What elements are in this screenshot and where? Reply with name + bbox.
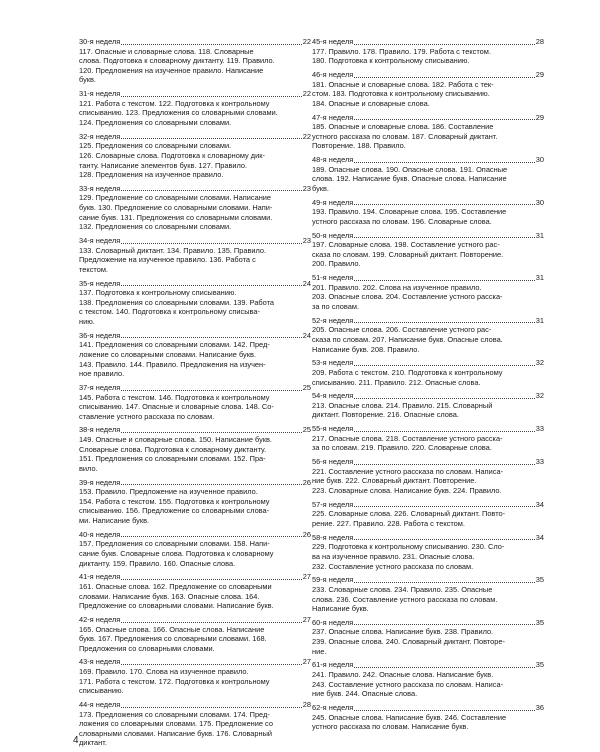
- week-title: 58-я неделя: [312, 532, 354, 542]
- week-heading: [312, 231, 544, 241]
- dot-leader: [121, 243, 302, 244]
- toc-entry: [312, 457, 544, 495]
- entry-text-line: 161. Опасные слова. 162. Предложение со словарными: [79, 581, 272, 591]
- week-heading: [79, 279, 311, 289]
- week-page-number: 22: [302, 37, 311, 46]
- toc-entry: [312, 358, 544, 387]
- week-heading: [312, 273, 544, 283]
- dot-leader: [354, 539, 535, 540]
- dot-leader: [354, 44, 535, 45]
- dot-leader: [121, 138, 302, 139]
- week-title: 60-я неделя: [312, 617, 354, 627]
- week-page-number: 31: [535, 230, 544, 240]
- entry-text-line: 184. Опасные и словарные слова.: [312, 98, 430, 108]
- week-heading: [79, 37, 311, 47]
- dot-leader: [121, 664, 302, 665]
- toc-entry: [79, 572, 311, 610]
- entry-text-line: 154. Работа с текстом. 155. Подготовка к контрольному: [79, 496, 270, 506]
- week-page-number: 22: [302, 131, 311, 141]
- week-page-number: 24: [302, 330, 311, 340]
- week-heading: [312, 660, 544, 670]
- entry-text-line: 157. Предложения со словарными словами. 158. Напи-: [79, 539, 270, 549]
- week-heading: [79, 132, 311, 142]
- week-page-number: 32: [535, 358, 544, 368]
- week-heading: [79, 383, 311, 393]
- week-title: 50-я неделя: [312, 230, 354, 240]
- entry-text-line: сание букв. Словарные слова. Подготовка к словарному: [79, 548, 274, 558]
- week-heading: [79, 530, 311, 540]
- entry-text-line: 241. Правило. 242. Опасные слова. Написание букв.: [312, 670, 494, 680]
- entry-text-line: за по словам. 219. Правило. 220. Словарные слова.: [312, 443, 492, 453]
- entry-text-line: ложение со словарными словами. Написание букв.: [79, 349, 256, 359]
- entry-text-line: 133. Словарный диктант. 134. Правило. 135. Правило.: [79, 245, 267, 255]
- entry-text-line: 169. Правило. 170. Слова на изученное правило.: [79, 667, 249, 677]
- week-heading: [312, 533, 544, 543]
- toc-entry: [79, 478, 311, 526]
- week-heading: [312, 316, 544, 326]
- week-page-number: 25: [302, 425, 311, 435]
- week-page-number: 23: [302, 183, 311, 193]
- entry-text-line: 141. Предложения со словарными словами. 142. Пред-: [79, 340, 270, 350]
- week-title: 31-я неделя: [79, 89, 121, 99]
- entry-text-line: букв. 167. Предложения со словарными словами. 168.: [79, 634, 267, 644]
- toc-entry: [312, 703, 544, 732]
- entry-text-line: устного рассказа по словам. 187. Словарный диктант.: [312, 131, 498, 141]
- week-page-number: 31: [535, 315, 544, 325]
- week-title: 46-я неделя: [312, 69, 354, 79]
- week-heading: [79, 331, 311, 341]
- entry-text-line: 239. Опасные слова. 240. Словарный диктант. Повторе-: [312, 637, 505, 647]
- entry-text-line: 201. Правило. 202. Слова на изученное правило.: [312, 282, 482, 292]
- entry-text-line: 125. Предложения со словарными словами.: [79, 141, 232, 151]
- week-heading: [312, 198, 544, 208]
- dot-leader: [354, 77, 535, 78]
- entry-text-line: 200. Правило.: [312, 259, 361, 269]
- entry-text-line: 121. Работа с текстом. 122. Подготовка к контрольному: [79, 98, 270, 108]
- entry-text-line: сание букв. 131. Предложения со словарными словами.: [79, 212, 273, 222]
- week-page-number: 24: [302, 278, 311, 288]
- week-title: 45-я неделя: [312, 37, 354, 46]
- toc-entry: [312, 618, 544, 656]
- entry-text-line: ное правило.: [79, 369, 125, 379]
- toc-entry: [79, 132, 311, 180]
- week-title: 30-я неделя: [79, 37, 121, 46]
- entry-text-line: 126. Словарные слова. Подготовка к словарному дик-: [79, 150, 265, 160]
- week-heading: [312, 358, 544, 368]
- week-page-number: 35: [535, 660, 544, 670]
- entry-text-line: Предложение на изученное правило. 136. Работа с: [79, 255, 256, 265]
- week-page-number: 28: [535, 37, 544, 46]
- week-page-number: 33: [535, 424, 544, 434]
- toc-entry: [79, 657, 311, 695]
- week-title: 42-я неделя: [79, 614, 121, 624]
- entry-text-line: 128. Предложения на изученное правило.: [79, 170, 224, 180]
- week-page-number: 35: [535, 617, 544, 627]
- dot-leader: [354, 322, 535, 323]
- week-title: 35-я неделя: [79, 278, 121, 288]
- week-heading: [312, 70, 544, 80]
- week-title: 53-я неделя: [312, 358, 354, 368]
- week-page-number: 25: [302, 382, 311, 392]
- toc-entry: [79, 331, 311, 379]
- entry-text-line: устного рассказа по словам. 196. Словарные слова.: [312, 216, 492, 226]
- toc-entry: [312, 37, 544, 66]
- entry-text-line: списыванию.: [79, 686, 124, 696]
- entry-text-line: 229. Подготовка к контрольному списыванию. 230. Сло-: [312, 542, 505, 552]
- entry-text-line: вило.: [79, 463, 98, 473]
- entry-text-line: ние букв. 222. Словарный диктант. Повторение.: [312, 476, 477, 486]
- week-heading: [312, 424, 544, 434]
- entry-text-line: 132. Предложения со словарными словами.: [79, 222, 232, 232]
- dot-leader: [354, 398, 535, 399]
- entry-text-line: Повторение. 188. Правило.: [312, 141, 406, 151]
- entry-text-line: 143. Правило. 144. Правило. Предложения на изучен-: [79, 359, 266, 369]
- entry-text-line: ми. Написание букв.: [79, 516, 150, 525]
- week-title: 55-я неделя: [312, 424, 354, 434]
- entry-text-line: 117. Опасные и словарные слова. 118. Словарные: [79, 46, 254, 56]
- entry-text-line: ние букв. 244. Опасные слова.: [312, 689, 418, 699]
- toc-entry: [79, 425, 311, 473]
- entry-text-line: ние.: [312, 646, 327, 656]
- entry-text-line: списыванию. 123. Предложения со словарными словами.: [79, 108, 278, 118]
- dot-leader: [121, 190, 302, 191]
- entry-text-line: 237. Опасные слова. Написание букв. 238. Правило.: [312, 627, 494, 637]
- week-page-number: 36: [535, 703, 544, 712]
- toc-entry: [79, 383, 311, 421]
- entry-text-line: за по словам.: [312, 301, 360, 311]
- entry-text-line: 189. Опасные слова. 190. Опасные слова. 191. Опасные: [312, 164, 508, 174]
- week-title: 36-я неделя: [79, 330, 121, 340]
- toc-entry: [312, 575, 544, 613]
- week-title: 62-я неделя: [312, 703, 354, 712]
- week-title: 61-я неделя: [312, 660, 354, 670]
- dot-leader: [354, 506, 535, 507]
- entry-text-line: букв.: [79, 75, 96, 85]
- week-heading: [79, 478, 311, 488]
- entry-text-line: стом. 183. Подготовка к контрольному списыванию.: [312, 89, 490, 99]
- toc-entry: [79, 37, 311, 85]
- entry-text-line: диктант.: [79, 738, 107, 748]
- entry-text-line: 181. Опасные и словарные слова. 182. Работа с тек-: [312, 79, 494, 89]
- week-page-number: 34: [535, 532, 544, 542]
- entry-text-line: 137. Подготовка к контрольному списыванию.: [79, 288, 237, 298]
- week-heading: [312, 500, 544, 510]
- week-title: 48-я неделя: [312, 155, 354, 165]
- entry-text-line: 243. Составление устного рассказа по словам. Написа-: [312, 679, 504, 689]
- entry-text-line: 120. Предложения на изученное правило. Написание: [79, 65, 264, 75]
- week-page-number: 30: [535, 155, 544, 165]
- entry-text-line: 225. Словарные слова. 226. Словарный диктант. Повто-: [312, 509, 506, 519]
- week-heading: [312, 155, 544, 165]
- entry-text-line: 151. Предложения со словарными словами. 152. Пра-: [79, 454, 266, 464]
- week-page-number: 34: [535, 499, 544, 509]
- entry-text-line: 149. Опасные и словарные слова. 150. Написание букв.: [79, 435, 272, 445]
- entry-text-line: 145. Работа с текстом. 146. Подготовка к контрольному: [79, 392, 270, 402]
- week-page-number: 31: [535, 273, 544, 283]
- week-heading: [312, 575, 544, 585]
- entry-text-line: словарными словами. Написание букв. 176. Словарный: [79, 728, 273, 738]
- dot-leader: [354, 237, 535, 238]
- dot-leader: [354, 119, 535, 120]
- toc-entry: [79, 530, 311, 568]
- entry-text-line: 177. Правило. 178. Правило. 179. Работа с текстом.: [312, 46, 491, 56]
- entry-text-line: слова. Подготовка к словарному диктанту. 119. Правило.: [79, 56, 275, 66]
- week-title: 40-я неделя: [79, 529, 121, 539]
- week-heading: [312, 457, 544, 467]
- dot-leader: [354, 431, 535, 432]
- entry-text-line: сказа по словам. 199. Словарный диктант. Повторение.: [312, 249, 504, 259]
- entry-text-line: Словарные слова. Подготовка к словарному диктанту.: [79, 444, 267, 454]
- entry-text-line: танту. Написание элементов букв. 127. Правило.: [79, 160, 248, 170]
- dot-leader: [121, 285, 302, 286]
- dot-leader: [354, 624, 535, 625]
- entry-text-line: Предложение со словарными словами. Написание букв.: [79, 601, 274, 611]
- toc-entry: [312, 660, 544, 698]
- toc-left-column: [79, 37, 311, 752]
- week-page-number: 22: [302, 89, 311, 99]
- week-page-number: 30: [535, 197, 544, 207]
- week-title: 51-я неделя: [312, 273, 354, 283]
- entry-text-line: 203. Опасные слова. 204. Составление устного расска-: [312, 292, 503, 302]
- toc-right-column: [312, 37, 544, 736]
- entry-text-line: слова. 192. Написание букв. Опасные слова. Написание: [312, 174, 507, 184]
- dot-leader: [121, 484, 302, 485]
- week-title: 56-я неделя: [312, 457, 354, 467]
- entry-text-line: 223. Словарные слова. Написание букв. 224. Правило.: [312, 486, 502, 495]
- week-title: 44-я неделя: [79, 700, 121, 710]
- entry-text-line: 221. Составление устного рассказа по словам. Написа-: [312, 466, 504, 476]
- toc-entry: [312, 424, 544, 453]
- toc-entry: [79, 184, 311, 232]
- toc-entry: [312, 113, 544, 151]
- week-page-number: 29: [535, 69, 544, 79]
- entry-text-line: ставление устного рассказа по словам.: [79, 411, 215, 421]
- entry-text-line: нию.: [79, 316, 95, 326]
- week-heading: [79, 700, 311, 710]
- dot-leader: [121, 432, 302, 433]
- week-page-number: 29: [535, 112, 544, 122]
- entry-text-line: диктанту. 159. Правило. 160. Опасные слова.: [79, 558, 236, 568]
- week-heading: [312, 391, 544, 401]
- entry-text-line: 185. Опасные и словарные слова. 186. Составление: [312, 122, 494, 132]
- toc-entry: [312, 391, 544, 420]
- entry-text-line: 124. Предложения со словарными словами.: [79, 117, 232, 127]
- dot-leader: [354, 667, 535, 668]
- dot-leader: [121, 337, 302, 338]
- toc-entry: [312, 70, 544, 108]
- toc-entry: [312, 198, 544, 227]
- week-title: 52-я неделя: [312, 315, 354, 325]
- entry-text-line: списыванию. 211. Правило. 212. Опасные слова.: [312, 377, 481, 387]
- week-heading: [79, 89, 311, 99]
- entry-text-line: 217. Опасные слова. 218. Составление устного расска-: [312, 433, 503, 443]
- week-title: 37-я неделя: [79, 382, 121, 392]
- week-title: 43-я неделя: [79, 657, 121, 667]
- entry-text-line: ва на изученное правило. 231. Опасные слова.: [312, 551, 475, 561]
- week-heading: [79, 657, 311, 667]
- week-title: 47-я неделя: [312, 112, 354, 122]
- week-page-number: 35: [535, 575, 544, 585]
- week-heading: [79, 184, 311, 194]
- entry-text-line: 209. Работа с текстом. 210. Подготовка к контрольному: [312, 367, 503, 377]
- entry-text-line: 180. Подготовка к контрольному списыванию.: [312, 56, 470, 66]
- dot-leader: [354, 365, 535, 366]
- week-heading: [79, 425, 311, 435]
- toc-entry: [79, 89, 311, 127]
- dot-leader: [354, 582, 535, 583]
- entry-text-line: устного рассказа по словам. Написание букв.: [312, 722, 469, 732]
- entry-text-line: 165. Опасные слова. 166. Опасные слова. Написание: [79, 624, 265, 634]
- dot-leader: [121, 390, 302, 391]
- entry-text-line: 193. Правило. 194. Словарные слова. 195. Составление: [312, 207, 507, 217]
- dot-leader: [121, 44, 302, 45]
- toc-entry: [79, 279, 311, 327]
- page-number: 4: [73, 735, 79, 746]
- dot-leader: [121, 707, 302, 708]
- week-title: 32-я неделя: [79, 131, 121, 141]
- entry-text-line: 173. Предложения со словарными словами. 174. Пред-: [79, 709, 270, 719]
- entry-text-line: 232. Составление устного рассказа по словам.: [312, 561, 474, 571]
- week-heading: [312, 703, 544, 713]
- entry-text-line: 138. Предложения со словарными словами. 139. Работа: [79, 297, 275, 307]
- week-page-number: 23: [302, 236, 311, 246]
- week-title: 39-я неделя: [79, 477, 121, 487]
- week-page-number: 32: [535, 391, 544, 401]
- toc-entry: [312, 316, 544, 354]
- entry-text-line: Написание букв. 208. Правило.: [312, 344, 420, 354]
- dot-leader: [354, 710, 535, 711]
- entry-text-line: 129. Предложение со словарными словами. Написание: [79, 193, 272, 203]
- week-title: 38-я неделя: [79, 425, 121, 435]
- week-heading: [312, 113, 544, 123]
- entry-text-line: Написание букв.: [312, 604, 369, 614]
- week-heading: [79, 572, 311, 582]
- week-page-number: 26: [302, 477, 311, 487]
- entry-text-line: букв. 130. Предложение со словарными словами. Напи-: [79, 203, 273, 213]
- week-heading: [312, 618, 544, 628]
- week-title: 54-я неделя: [312, 391, 354, 401]
- entry-text-line: диктант. Повторение. 216. Опасные слова.: [312, 410, 459, 420]
- entry-text-line: 213. Опасные слова. 214. Правило. 215. Словарный: [312, 400, 493, 410]
- week-title: 57-я неделя: [312, 499, 354, 509]
- entry-text-line: ложения со словарными словами. 175. Предложение со: [79, 719, 273, 729]
- entry-text-line: списыванию. 147. Опасные и словарные слова. 148. Со-: [79, 402, 274, 412]
- entry-text-line: текстом.: [79, 264, 108, 274]
- dot-leader: [354, 204, 535, 205]
- entry-text-line: 233. Словарные слова. 234. Правило. 235. Опасные: [312, 584, 493, 594]
- week-page-number: 27: [302, 572, 311, 582]
- entry-text-line: 205. Опасные слова. 206. Составление устного рас-: [312, 325, 492, 335]
- entry-text-line: 245. Опасные слова. Написание букв. 246. Составление: [312, 712, 507, 722]
- entry-text-line: с текстом. 140. Подготовка к контрольному списыва-: [79, 307, 260, 317]
- week-title: 34-я неделя: [79, 236, 121, 246]
- dot-leader: [354, 464, 535, 465]
- week-page-number: 27: [302, 614, 311, 624]
- week-page-number: 27: [302, 657, 311, 667]
- entry-text-line: 197. Словарные слова. 198. Составление устного рас-: [312, 240, 500, 250]
- dot-leader: [121, 622, 302, 623]
- toc-entry: [312, 273, 544, 311]
- entry-text-line: Предложения со словарными словами.: [79, 643, 215, 653]
- week-heading: [79, 236, 311, 246]
- week-title: 33-я неделя: [79, 183, 121, 193]
- dot-leader: [354, 162, 535, 163]
- week-page-number: 28: [302, 700, 311, 710]
- week-heading: [79, 615, 311, 625]
- entry-text-line: списыванию. 156. Предложение со словарными слова-: [79, 506, 270, 516]
- toc-entry: [79, 700, 311, 748]
- week-title: 41-я неделя: [79, 572, 121, 582]
- dot-leader: [121, 96, 302, 97]
- toc-entry: [79, 236, 311, 274]
- entry-text-line: слова. 236. Составление устного рассказа по словам.: [312, 594, 498, 604]
- week-title: 49-я неделя: [312, 197, 354, 207]
- dot-leader: [121, 579, 302, 580]
- toc-entry: [312, 500, 544, 529]
- week-page-number: 26: [302, 529, 311, 539]
- entry-text-line: букв.: [312, 183, 329, 193]
- entry-text-line: 171. Работа с текстом. 172. Подготовка к контрольному: [79, 676, 270, 686]
- toc-entry: [79, 615, 311, 653]
- dot-leader: [121, 536, 302, 537]
- week-heading: [312, 37, 544, 47]
- toc-entry: [312, 155, 544, 193]
- entry-text-line: 153. Правило. Предложение на изученное правило.: [79, 487, 258, 497]
- toc-entry: [312, 231, 544, 269]
- entry-text-line: словами. Написание букв. 163. Опасные слова. 164.: [79, 591, 260, 601]
- entry-text-line: рение. 227. Правило. 228. Работа с текстом.: [312, 518, 465, 528]
- entry-text-line: сказа по словам. 207. Написание букв. Опасные слова.: [312, 334, 503, 344]
- week-title: 59-я неделя: [312, 575, 354, 585]
- dot-leader: [354, 280, 535, 281]
- toc-entry: [312, 533, 544, 571]
- week-page-number: 33: [535, 457, 544, 467]
